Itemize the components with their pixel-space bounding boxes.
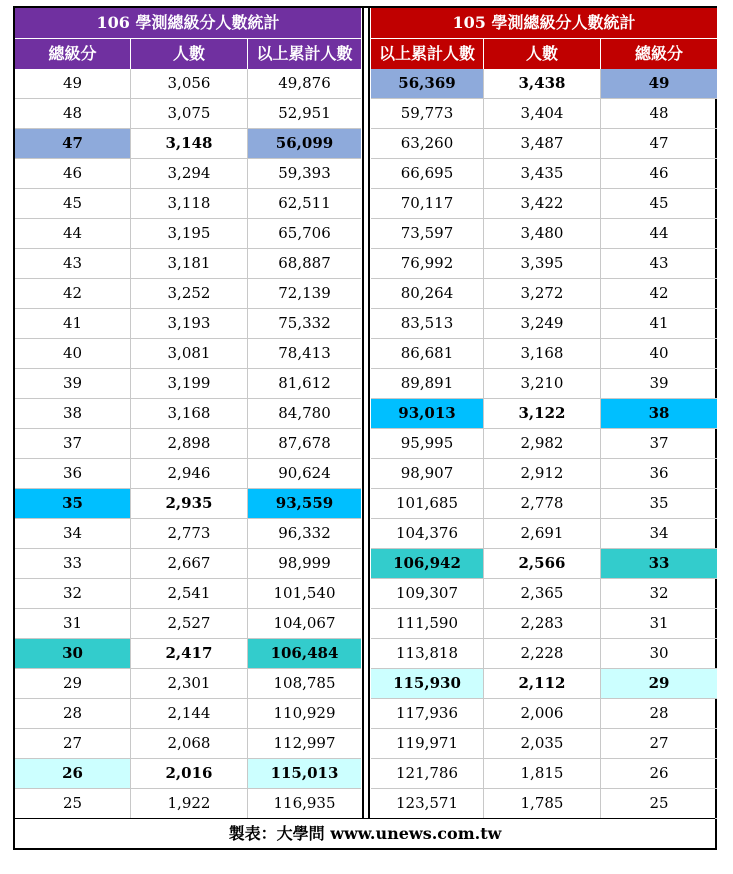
table-row xyxy=(371,129,717,159)
table-cell: 32 xyxy=(15,579,131,609)
table-106-body xyxy=(15,69,361,819)
table-cell: 46 xyxy=(601,159,717,189)
column-header-score: 總級分 xyxy=(15,39,131,69)
table-cell: 101,685 xyxy=(371,489,484,519)
table-cell: 73,597 xyxy=(371,219,484,249)
table-cell: 2,035 xyxy=(484,729,601,759)
table-cell: 2,228 xyxy=(484,639,601,669)
table-cell: 81,612 xyxy=(248,369,361,399)
table-cell: 3,081 xyxy=(131,339,248,369)
table-cell: 115,930 xyxy=(371,669,484,699)
table-cell: 2,527 xyxy=(131,609,248,639)
table-row xyxy=(371,489,717,519)
table-cell: 40 xyxy=(601,339,717,369)
table-106-title: 106 學測總級分人數統計 xyxy=(15,8,361,39)
table-row xyxy=(371,639,717,669)
table-cell: 48 xyxy=(601,99,717,129)
table-cell: 104,067 xyxy=(248,609,361,639)
table-cell: 83,513 xyxy=(371,309,484,339)
table-cell: 43 xyxy=(601,249,717,279)
table-cell: 44 xyxy=(15,219,131,249)
table-cell: 116,935 xyxy=(248,789,361,819)
table-cell: 1,922 xyxy=(131,789,248,819)
table-divider xyxy=(361,8,371,818)
table-cell: 25 xyxy=(15,789,131,819)
table-row xyxy=(15,669,361,699)
table-row xyxy=(371,459,717,489)
table-cell: 36 xyxy=(601,459,717,489)
table-cell: 31 xyxy=(601,609,717,639)
table-row xyxy=(371,579,717,609)
table-row xyxy=(15,129,361,159)
table-cell: 48 xyxy=(15,99,131,129)
table-cell: 3,168 xyxy=(484,339,601,369)
table-cell: 47 xyxy=(15,129,131,159)
table-row xyxy=(15,429,361,459)
table-footer-credit: 製表：大學問 www.unews.com.tw xyxy=(15,818,715,848)
table-row xyxy=(15,489,361,519)
table-cell: 38 xyxy=(601,399,717,429)
table-cell: 2,417 xyxy=(131,639,248,669)
table-cell: 33 xyxy=(601,549,717,579)
column-header-count: 人數 xyxy=(131,39,248,69)
table-cell: 101,540 xyxy=(248,579,361,609)
table-row xyxy=(371,669,717,699)
table-cell: 1,815 xyxy=(484,759,601,789)
table-row xyxy=(371,549,717,579)
table-cell: 29 xyxy=(15,669,131,699)
table-cell: 66,695 xyxy=(371,159,484,189)
table-cell: 35 xyxy=(601,489,717,519)
table-cell: 3,272 xyxy=(484,279,601,309)
table-cell: 56,369 xyxy=(371,69,484,99)
table-cell: 75,332 xyxy=(248,309,361,339)
table-cell: 3,168 xyxy=(131,399,248,429)
table-row xyxy=(15,609,361,639)
table-105 xyxy=(371,8,717,819)
table-cell: 56,099 xyxy=(248,129,361,159)
table-row xyxy=(15,459,361,489)
table-cell: 2,112 xyxy=(484,669,601,699)
table-cell: 2,912 xyxy=(484,459,601,489)
table-row xyxy=(15,519,361,549)
table-cell: 3,193 xyxy=(131,309,248,339)
table-row xyxy=(371,789,717,819)
table-cell: 112,997 xyxy=(248,729,361,759)
table-cell: 3,487 xyxy=(484,129,601,159)
table-cell: 72,139 xyxy=(248,279,361,309)
table-cell: 95,995 xyxy=(371,429,484,459)
table-cell: 37 xyxy=(15,429,131,459)
table-row xyxy=(371,369,717,399)
table-cell: 2,691 xyxy=(484,519,601,549)
table-cell: 76,992 xyxy=(371,249,484,279)
table-cell: 3,249 xyxy=(484,309,601,339)
table-cell: 104,376 xyxy=(371,519,484,549)
table-cell: 41 xyxy=(601,309,717,339)
table-cell: 119,971 xyxy=(371,729,484,759)
table-cell: 68,887 xyxy=(248,249,361,279)
table-row xyxy=(371,399,717,429)
table-cell: 2,773 xyxy=(131,519,248,549)
table-row xyxy=(15,339,361,369)
table-cell: 110,929 xyxy=(248,699,361,729)
table-row xyxy=(371,219,717,249)
table-cell: 52,951 xyxy=(248,99,361,129)
table-cell: 42 xyxy=(601,279,717,309)
table-cell: 84,780 xyxy=(248,399,361,429)
table-cell: 39 xyxy=(601,369,717,399)
table-cell: 78,413 xyxy=(248,339,361,369)
table-row xyxy=(15,639,361,669)
table-cell: 3,210 xyxy=(484,369,601,399)
table-cell: 96,332 xyxy=(248,519,361,549)
table-row xyxy=(15,99,361,129)
table-row xyxy=(371,759,717,789)
table-row xyxy=(371,189,717,219)
table-cell: 2,778 xyxy=(484,489,601,519)
table-cell: 47 xyxy=(601,129,717,159)
table-row xyxy=(371,609,717,639)
table-row xyxy=(371,429,717,459)
table-cell: 62,511 xyxy=(248,189,361,219)
table-cell: 3,395 xyxy=(484,249,601,279)
table-row xyxy=(15,699,361,729)
table-cell: 117,936 xyxy=(371,699,484,729)
table-cell: 98,907 xyxy=(371,459,484,489)
table-105-body xyxy=(371,69,717,819)
column-header-score: 總級分 xyxy=(601,39,717,69)
table-row xyxy=(15,189,361,219)
table-cell: 63,260 xyxy=(371,129,484,159)
table-cell: 108,785 xyxy=(248,669,361,699)
column-header-cumulative: 以上累計人數 xyxy=(371,39,484,69)
table-cell: 2,068 xyxy=(131,729,248,759)
table-cell: 3,075 xyxy=(131,99,248,129)
table-cell: 3,435 xyxy=(484,159,601,189)
table-cell: 46 xyxy=(15,159,131,189)
table-cell: 28 xyxy=(15,699,131,729)
table-cell: 45 xyxy=(15,189,131,219)
table-cell: 37 xyxy=(601,429,717,459)
table-cell: 109,307 xyxy=(371,579,484,609)
table-106-header xyxy=(15,39,361,69)
table-row xyxy=(371,729,717,759)
table-cell: 3,480 xyxy=(484,219,601,249)
table-cell: 3,181 xyxy=(131,249,248,279)
table-cell: 2,016 xyxy=(131,759,248,789)
table-row xyxy=(371,279,717,309)
table-cell: 3,252 xyxy=(131,279,248,309)
table-cell: 28 xyxy=(601,699,717,729)
table-cell: 35 xyxy=(15,489,131,519)
table-cell: 2,283 xyxy=(484,609,601,639)
table-row xyxy=(15,789,361,819)
table-cell: 3,195 xyxy=(131,219,248,249)
table-cell: 2,667 xyxy=(131,549,248,579)
table-cell: 93,559 xyxy=(248,489,361,519)
table-cell: 2,365 xyxy=(484,579,601,609)
table-cell: 43 xyxy=(15,249,131,279)
table-cell: 115,013 xyxy=(248,759,361,789)
table-row xyxy=(15,309,361,339)
table-cell: 3,122 xyxy=(484,399,601,429)
table-cell: 49 xyxy=(601,69,717,99)
table-row xyxy=(371,519,717,549)
table-105-title: 105 學測總級分人數統計 xyxy=(371,8,717,39)
column-header-count: 人數 xyxy=(484,39,601,69)
table-105-header xyxy=(371,39,717,69)
table-cell: 27 xyxy=(601,729,717,759)
table-cell: 30 xyxy=(601,639,717,669)
table-cell: 3,118 xyxy=(131,189,248,219)
table-cell: 44 xyxy=(601,219,717,249)
table-cell: 113,818 xyxy=(371,639,484,669)
table-cell: 3,148 xyxy=(131,129,248,159)
table-cell: 3,294 xyxy=(131,159,248,189)
table-row xyxy=(15,159,361,189)
table-cell: 36 xyxy=(15,459,131,489)
table-cell: 1,785 xyxy=(484,789,601,819)
table-cell: 45 xyxy=(601,189,717,219)
table-cell: 65,706 xyxy=(248,219,361,249)
table-cell: 89,891 xyxy=(371,369,484,399)
table-cell: 3,056 xyxy=(131,69,248,99)
table-cell: 70,117 xyxy=(371,189,484,219)
table-cell: 111,590 xyxy=(371,609,484,639)
table-cell: 25 xyxy=(601,789,717,819)
table-cell: 34 xyxy=(601,519,717,549)
table-row xyxy=(371,339,717,369)
table-cell: 2,301 xyxy=(131,669,248,699)
table-cell: 3,404 xyxy=(484,99,601,129)
column-header-cumulative: 以上累計人數 xyxy=(248,39,361,69)
table-row xyxy=(15,369,361,399)
table-row xyxy=(371,99,717,129)
table-cell: 38 xyxy=(15,399,131,429)
table-row xyxy=(371,699,717,729)
stats-table-frame xyxy=(13,6,717,850)
table-cell: 32 xyxy=(601,579,717,609)
table-row xyxy=(15,399,361,429)
table-row xyxy=(371,249,717,279)
table-row xyxy=(371,309,717,339)
table-cell: 26 xyxy=(601,759,717,789)
table-row xyxy=(15,249,361,279)
table-cell: 39 xyxy=(15,369,131,399)
table-row xyxy=(15,279,361,309)
table-cell: 93,013 xyxy=(371,399,484,429)
table-row xyxy=(371,69,717,99)
table-cell: 26 xyxy=(15,759,131,789)
table-cell: 121,786 xyxy=(371,759,484,789)
table-cell: 3,438 xyxy=(484,69,601,99)
table-cell: 34 xyxy=(15,519,131,549)
table-cell: 2,144 xyxy=(131,699,248,729)
table-cell: 2,898 xyxy=(131,429,248,459)
table-cell: 2,541 xyxy=(131,579,248,609)
table-cell: 90,624 xyxy=(248,459,361,489)
table-cell: 2,935 xyxy=(131,489,248,519)
table-row xyxy=(15,549,361,579)
table-cell: 3,199 xyxy=(131,369,248,399)
table-row xyxy=(15,219,361,249)
table-cell: 106,484 xyxy=(248,639,361,669)
table-cell: 2,982 xyxy=(484,429,601,459)
table-cell: 106,942 xyxy=(371,549,484,579)
table-cell: 98,999 xyxy=(248,549,361,579)
table-cell: 42 xyxy=(15,279,131,309)
table-cell: 40 xyxy=(15,339,131,369)
table-cell: 49,876 xyxy=(248,69,361,99)
table-cell: 3,422 xyxy=(484,189,601,219)
table-row xyxy=(15,579,361,609)
table-cell: 27 xyxy=(15,729,131,759)
table-cell: 86,681 xyxy=(371,339,484,369)
table-cell: 30 xyxy=(15,639,131,669)
table-cell: 59,773 xyxy=(371,99,484,129)
table-cell: 2,566 xyxy=(484,549,601,579)
table-cell: 49 xyxy=(15,69,131,99)
table-cell: 87,678 xyxy=(248,429,361,459)
table-cell: 31 xyxy=(15,609,131,639)
table-cell: 123,571 xyxy=(371,789,484,819)
table-cell: 41 xyxy=(15,309,131,339)
table-row xyxy=(15,729,361,759)
table-row xyxy=(15,759,361,789)
table-106 xyxy=(15,8,361,819)
table-cell: 29 xyxy=(601,669,717,699)
table-cell: 80,264 xyxy=(371,279,484,309)
table-row xyxy=(371,159,717,189)
table-cell: 33 xyxy=(15,549,131,579)
table-cell: 2,006 xyxy=(484,699,601,729)
table-row xyxy=(15,69,361,99)
table-cell: 59,393 xyxy=(248,159,361,189)
table-cell: 2,946 xyxy=(131,459,248,489)
